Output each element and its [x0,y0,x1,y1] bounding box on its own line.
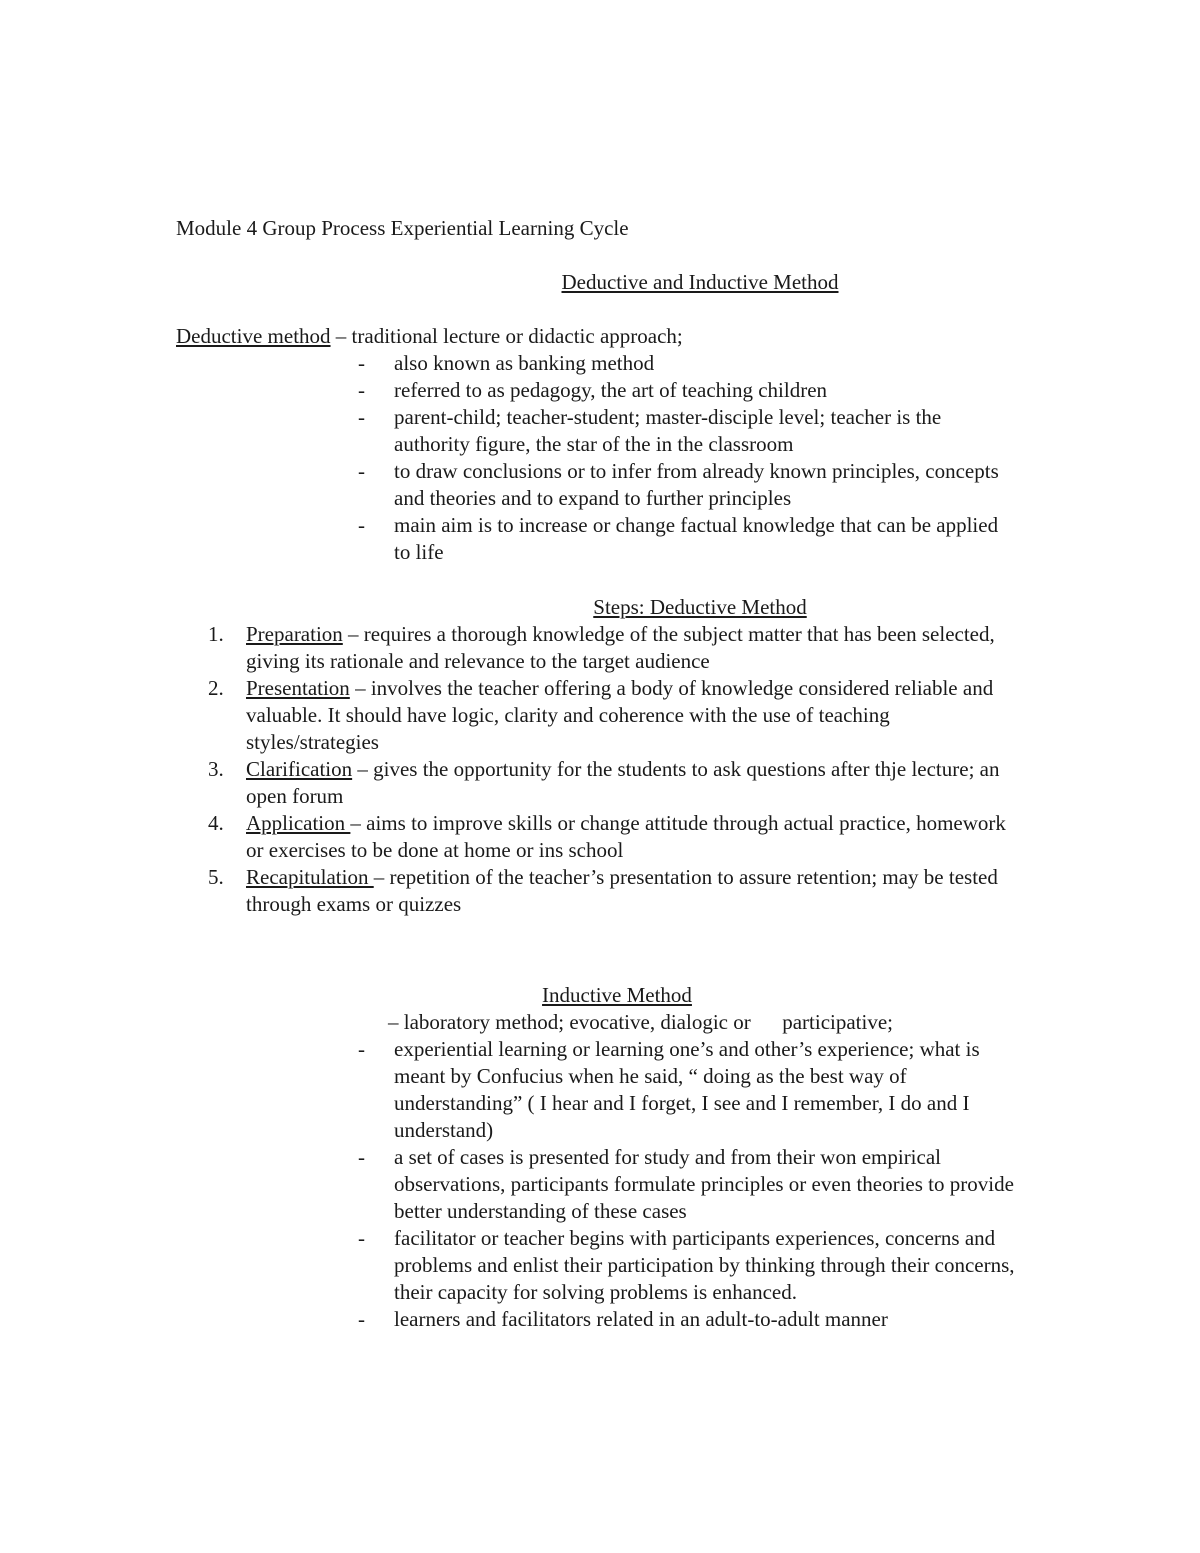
list-item-text: parent-child; teacher-student; master-disciple level; teacher is the authority figure, the star of the in the classroom [394,405,942,456]
list-item [358,512,1018,566]
bullet-dash: - [358,378,365,402]
inductive-heading: Inductive Method [542,983,692,1007]
bullet-dash: - [358,1307,365,1331]
list-item [358,1306,1028,1333]
step-text: – involves the teacher offering a body of knowledge considered reliable and valuable. It should have logic, clarity and coherence with the use of teaching styles/strategies [246,676,994,754]
main-heading: Deductive and Inductive Method [561,270,839,294]
step-item [208,864,1008,918]
step-item [208,810,1008,864]
step-term: Application [246,811,351,835]
bullet-dash: - [358,513,365,537]
step-number: 1. [208,622,224,646]
list-item-text: a set of cases is presented for study and from their won empirical observations, participants formulate principles or even theories to provide better understanding of these cases [394,1145,1014,1223]
deductive-term: Deductive method [176,324,331,348]
step-item [208,756,1008,810]
list-item-text: main aim is to increase or change factual knowledge that can be applied to life [394,513,999,564]
bullet-dash: - [358,1037,365,1061]
step-term: Preparation [246,622,343,646]
list-item [358,1225,1028,1306]
step-number: 5. [208,865,224,889]
list-item [358,1144,1028,1225]
document-title: Module 4 Group Process Experiential Learning Cycle [176,216,629,240]
step-text: – requires a thorough knowledge of the subject matter that has been selected, giving its rationale and relevance to the target audience [246,622,995,673]
list-item [358,404,1018,458]
list-item-text: also known as banking method [394,351,655,375]
list-item-text: learners and facilitators related in an adult-to-adult manner [394,1307,888,1331]
list-item-text: facilitator or teacher begins with participants experiences, concerns and problems and enlist their participation by thinking through their concerns, their capacity for solving problems is enhanced. [394,1226,1015,1304]
bullet-dash: - [358,1145,365,1169]
step-item [208,675,1008,756]
deductive-points-list [358,350,1018,566]
list-item-text: referred to as pedagogy, the art of teaching children [394,378,828,402]
step-text: – gives the opportunity for the students to ask questions after thje lecture; an open forum [246,757,1000,808]
step-item [208,621,1008,675]
inductive-points-list [358,1036,1028,1333]
deductive-definition-text: – traditional lecture or didactic approach; [330,324,683,348]
bullet-dash: - [358,459,365,483]
list-item [358,1036,1028,1144]
steps-heading: Steps: Deductive Method [593,595,807,619]
bullet-dash: - [358,405,365,429]
step-number: 4. [208,811,224,835]
step-text: – repetition of the teacher’s presentation to assure retention; may be tested through exams or quizzes [246,865,998,916]
step-term: Recapitulation [246,865,374,889]
step-term: Presentation [246,676,350,700]
deductive-definition [176,323,683,350]
list-item-text: experiential learning or learning one’s and other’s experience; what is meant by Confucius when he said, “ doing as the best way of understanding” ( I hear and I forget, I see and I remember, I do and I understand) [394,1037,980,1142]
bullet-dash: - [358,351,365,375]
list-item [358,377,1018,404]
list-item-text: to draw conclusions or to infer from already known principles, concepts and theories and to expand to further principles [394,459,999,510]
step-text: – aims to improve skills or change attitude through actual practice, homework or exercises to be done at home or ins school [246,811,1006,862]
list-item [358,458,1018,512]
steps-list [208,621,1008,918]
bullet-dash: - [358,1226,365,1250]
step-number: 2. [208,676,224,700]
inductive-intro: – laboratory method; evocative, dialogic or participative; [388,1010,893,1034]
step-term: Clarification [246,757,353,781]
list-item [358,350,1018,377]
step-number: 3. [208,757,224,781]
